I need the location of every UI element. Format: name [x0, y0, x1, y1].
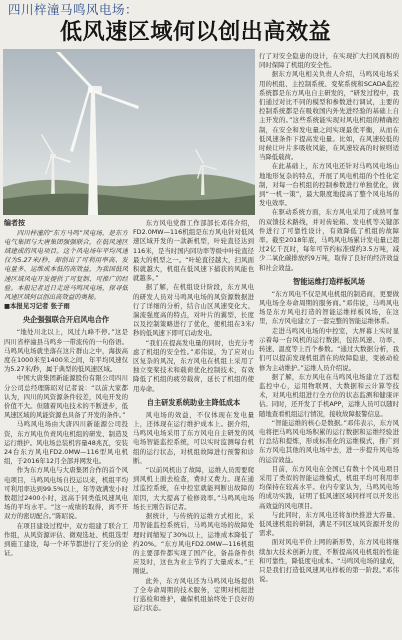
wind-turbine-photo — [3, 49, 255, 215]
article-paragraph: 据了解，在机组设计阶段，东方风电的研发人员对马鸣风电场的风资源数据进行了详细的分析，结合山区风速变化大、湍流强度高的特点，对叶片的翼型、长度以及控制策略进行了优化，使机组在3米/秒的低风速下即可启动发电。 — [133, 283, 254, 338]
article-paragraph: 面对风电平价上网的新形势，东方风电将继续加大技术创新力度，不断提高风电机组的性能和可靠性，降低度电成本。“马鸣风电场的建成，只是我们打造低风速风电样板的第一阶段。”邓伟说。 — [259, 538, 399, 584]
article-paragraph: 中国大唐集团新能源股份有限公司四川分公司总经理陈昭对记者说：“以前大家都认为，四川的风资源条件较差，风电开发的价值不大。但随着风电技术的不断进步，低风速区域的风能资源也具备了开发的条件。” — [4, 374, 128, 420]
byline: ■本报见习记者 张子雨 — [4, 302, 70, 311]
article-kicker: 四川梓潼马鸣风电场： — [8, 2, 139, 17]
article-paragraph: “东方风电不仅是风电机组的制造商，更要做风电场全寿命周期的服务商。”邓伟说，马鸣风电场是东方风电打造的智能运维样板风场，在这里，东方风电建立了一套完整的智能运维体系。 — [259, 289, 399, 326]
editor-note-label: 编者按 — [4, 219, 25, 227]
editor-note: 四川梓潼的“东方马鸣”风电场，是东方电气集团与大唐集团强强联合，在低风速区域建成的风电项目。这个风电场年平均风速仅为5.27米/秒，却创出了可利用率高、发电量多、运维成本低的高效益，为我国低风速区域风电开发提供了可复制、可推广的经验。本报记者近日走进马鸣风电场，探寻低风速区域何以创出高效益的奥秘。 — [4, 228, 128, 302]
article-paragraph: 据东方风电相关负责人介绍，马鸣风电场采用的机组、主控制系统、变桨系统和SCADA监控系统都是东方风电自主研发的，“研发过程中，我们通过对比不同的模型和参数进行调试，主要的控制系统都是在吸收国内外先进经验的基础上自主开发的。”这些系统能实现对风电机组的精确控制，在安全和发电量之间实现最优平衡，从而在低风速条件下提高发电量。比如，在风速较低的时候让叶片多吸收风能，在风速较高的时候则适当降低载荷。 — [259, 70, 399, 162]
article-paragraph: 行了对安全隐患的设计，在实现扩大扫风面积的同时保障了机组的安全性。 — [259, 52, 399, 70]
article-paragraph: 此外，东方风电还为马鸣风电场提供了全寿命周期的技术服务，定期对机组进行巡检和维护，确保机组始终处于良好的运行状态。 — [133, 576, 254, 613]
section-heading: 自主研发系统助业主降低成本 — [146, 397, 241, 407]
section-heading: 智能运维打造样板风场 — [293, 276, 365, 286]
article-paragraph: 在驱动系统方面，东方风电采用了成熟可靠的双馈技术路线，并对齿轮箱、发电机等关键部件进行了可靠性设计，有效降低了机组的故障率。截至2018年底，马鸣风电场累计发电量已超过2亿千瓦时，每年可节约标准煤约3.5万吨，减少二氧化碳排放约9万吨，取得了良好的经济效益和社会效益。 — [259, 208, 399, 272]
article-paragraph: “地处川北以上，风过九峰不停。”这是四川省梓潼县马鸣乡一带流传的一句俗语。马鸣风电场就坐落在这片群山之中，海拔高度在1000米至1400米之间，年平均风速仅为5.27米/秒，属于典型的低风速区域。 — [4, 328, 128, 374]
article-paragraph: “以前风机出了故障，运维人员需要爬到风机上面去检查，费时又费力。现在通过监控系统，在中控室就能判断出故障的原因，大大提高了检修效率。”马鸣风电场场长王刚告诉记者。 — [133, 466, 254, 511]
article-paragraph: 据统计，与传统的运维方式相比，采用智能监控系统后，马鸣风电场的故障处理时间缩短了30%以上，运维成本降低了约20%。“东方风电FD2.0MW—116机组的主要部件都实现了国产化，备品备件供应及时，这也为业主节约了大量成本。”王刚说。 — [133, 512, 254, 576]
article-paragraph: 走进马鸣风电场的中控室，大屏幕上实时显示着每一台风机的运行数据，包括风速、功率、转速、温度等上百个参数。“通过大数据分析，我们可以提前发现机组潜在的故障隐患，变被动检修为主动维护。”运维人员介绍说。 — [259, 326, 399, 372]
article-paragraph: 在项目建设过程中，双方组建了联合工作组，从风资源评估、微观选址、机组选型到施工建设，每一个环节都进行了充分的论证。 — [4, 521, 128, 558]
middle-column — [133, 219, 254, 638]
article-paragraph: 据了解，东方风电在马鸣风电场建立了远程监控中心，运用物联网、大数据和云计算等技术，对风电机组进行全方位的状态监测和健康评估。同时，还开发了手机APP，运维人员可以随时随地查看机组运行情况，接收故障报警信息。 — [259, 372, 399, 418]
article-paragraph: 东方风电党群工作部部长邓伟介绍，FD2.0MW—116机组是东方风电针对低风速区域开发的一款新机型，叶轮直径达到116米，是当时国内同功率等级中叶轮直径最大的机型之一。“叶轮直径越大，扫风面积就越大，机组在低风速下捕获的风能也就越多。” — [133, 219, 254, 283]
article-paragraph: 目前，东方风电在全国已有数十个风电项目采用了类似的智能运维模式，机组平均可利用率均保持在较高水平。业内专家认为，马鸣风电场的成功实践，证明了低风速区域同样可以开发出高效益的风电项目。 — [259, 464, 399, 510]
article-headline: 低风速区域何以创出高效益 — [60, 20, 332, 45]
article-paragraph: “我们在提高发电量的同时，也充分考虑了机组的安全性。”邓伟说，为了应对山区复杂的风况，东方风电在机组上采用了独立变桨技术和载荷优化控制技术，有效降低了机组的疲劳载荷，延长了机组的使用寿命。 — [133, 338, 254, 393]
article-paragraph: 作为东方风电与大唐集团合作的首个风电项目，马鸣风电场自投运以来，机组平均可利用率达到99.5%以上，年等效满发小时数超过2400小时，远高于同类低风速风电场的平均水平。“这一成绩的取得，离不开双方的密切配合。”陈昭说。 — [4, 466, 128, 521]
article-paragraph: 与此同时，东方风电还将加快推进大容量、低风速机组的研制，满足不同区域风资源开发的需求。 — [259, 510, 399, 538]
article-paragraph: 在此基础上，东方风电还针对马鸣风电场山地地形复杂的特点，开展了风电机组的个性化定制，对每一台机组的控制参数进行单独优化，做到“一机一策”，最大限度地提高了整个风电场的发电效率。 — [259, 162, 399, 208]
section-heading: 央企强强联合开启风电合作 — [22, 315, 110, 325]
left-column — [4, 219, 128, 638]
article-paragraph: “智能运维的核心是数据。”邓伟表示，东方风电将把马鸣风电场积累的运行数据和运维经验进行总结和提炼，形成标准化的运维模式，推广到东方风电其他的风电场中去，进一步提升风电场的运营效益。 — [259, 418, 399, 464]
article-paragraph: 马鸣风电场由大唐四川新能源公司投资，东方风电负责风电机组的研发、制造及运行维护。风电场总装机容量48兆瓦，安装24台东方风电FD2.0MW—116型风电机组，于2016年12月全部并网发电。 — [4, 420, 128, 466]
right-column — [259, 52, 399, 638]
article-photo — [3, 49, 255, 215]
article-paragraph: 风电场的效益，不仅体现在发电量上，还体现在运行维护成本上。据介绍，马鸣风电场采用了东方风电自主研发的风电场智能监控系统，可以实时监测每台机组的运行状态，对机组故障进行预警和诊断。 — [133, 410, 254, 465]
